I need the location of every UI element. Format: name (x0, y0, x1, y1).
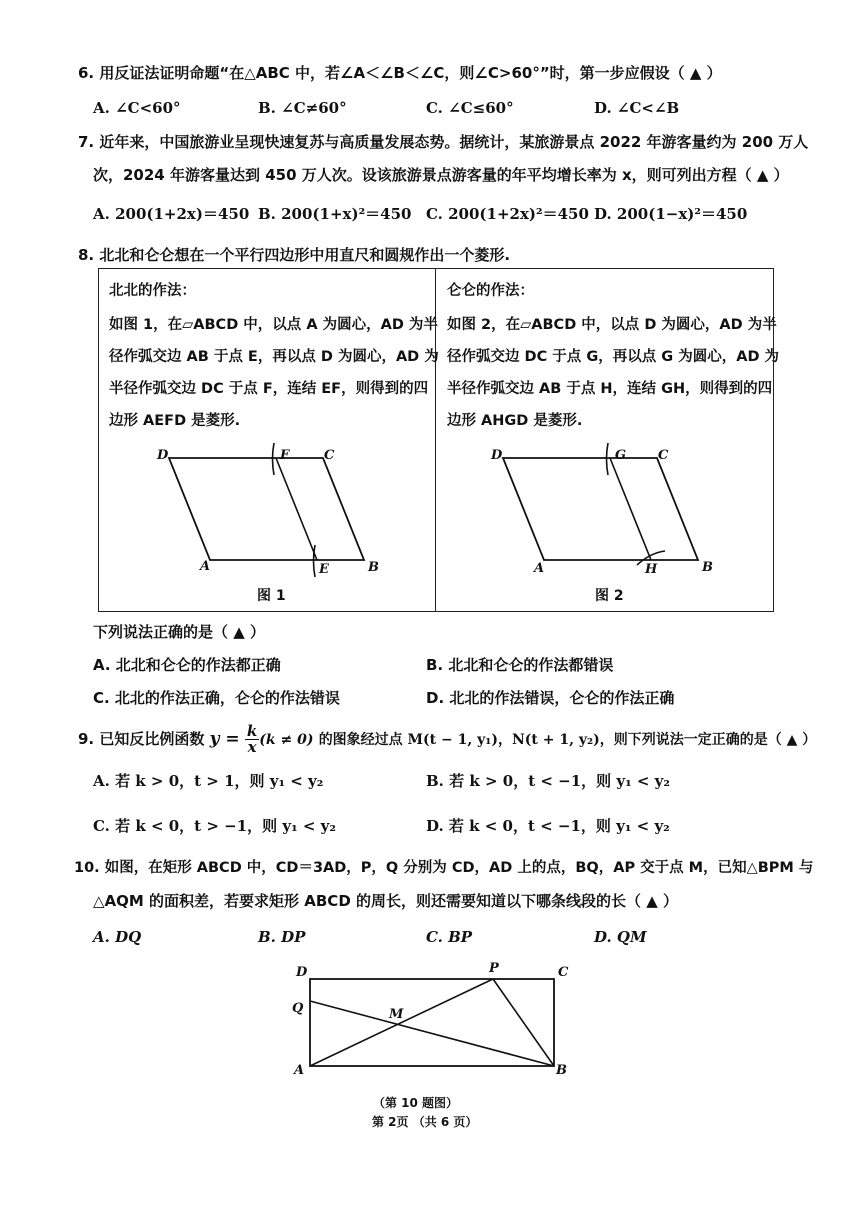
q8-option-c: C. 北北的作法正确，仑仑的作法错误 (93, 689, 340, 707)
q7-option-d: D. 200(1−x)²＝450 (594, 205, 748, 223)
q8-option-b: B. 北北和仑仑的作法都错误 (426, 656, 614, 674)
q8-left-line-4: 边形 AEFD 是菱形. (109, 413, 241, 429)
label-a-q10: A (294, 1063, 305, 1078)
q8-option-a: A. 北北和仑仑的作法都正确 (93, 656, 281, 674)
q8-left-line-2: 径作弧交边 AB 于点 E，再以点 D 为圆心，AD 为 (109, 349, 439, 365)
arc-mark-e (314, 545, 316, 577)
label-c-q10: C (558, 965, 569, 980)
label-h: H (645, 562, 658, 577)
q9-pre: 9. 已知反比例函数 (78, 730, 205, 748)
q8-right-line-2: 径作弧交边 DC 于点 G，再以点 G 为圆心，AD 为 (447, 349, 780, 365)
figure-1-caption: 图 1 (257, 588, 286, 604)
segment-ef (276, 458, 317, 560)
q7-option-b: B. 200(1+x)²＝450 (258, 205, 412, 223)
q8-prompt: 下列说法正确的是（ ▲ ） (93, 623, 265, 641)
q10-line-1: 10. 如图，在矩形 ABCD 中，CD＝3AD，P，Q 分别为 CD，AD 上的点，BQ，AP 交于点 M，已知△BPM 与 (74, 860, 814, 876)
q8-right-line-3: 半径作弧交边 AB 于点 H，连结 GH，则得到的四 (447, 381, 773, 397)
q10-option-a: A. DQ (93, 928, 142, 946)
label-m: M (389, 1007, 404, 1022)
label-f: F (280, 448, 290, 463)
figure-2-caption: 图 2 (595, 588, 624, 604)
label-b-2: B (702, 560, 713, 575)
q6-option-b: B. ∠C≠60° (258, 99, 347, 117)
q8-right-line-1: 如图 2，在▱ABCD 中，以点 D 为圆心，AD 为半 (447, 317, 777, 333)
q10-line-2: △AQM 的面积差，若要求矩形 ABCD 的周长，则还需要知道以下哪条线段的长（ ▲ ） (93, 892, 678, 910)
q8-construction-table (98, 268, 780, 612)
q6-option-c: C. ∠C≤60° (426, 99, 514, 117)
q9-y-eq: y = (209, 729, 240, 749)
q9-cond: (k ≠ 0) (259, 732, 314, 748)
q10-option-b: B. DP (258, 928, 306, 946)
figure-q10 (282, 958, 602, 1088)
label-a: A (200, 559, 211, 574)
label-b: B (368, 560, 379, 575)
q9-option-c: C. 若 k < 0，t > −1，则 y₁ < y₂ (93, 817, 336, 835)
page-footer: 第 2页 （共 6 页） (372, 1115, 478, 1129)
q9-post: 的图象经过点 M(t − 1, y₁)，N(t + 1, y₂)，则下列说法一定正确的是（ ▲ ） (318, 732, 817, 748)
label-d-2: D (491, 448, 503, 463)
q6-stem: 6. 用反证法证明命题“在△ABC 中，若∠A＜∠B＜∠C，则∠C>60°”时，第一步应假设（ ▲ ） (78, 64, 722, 82)
figure-2 (437, 437, 773, 587)
q9-fraction (245, 724, 259, 755)
q8-left-line-3: 半径作弧交边 DC 于点 F，连结 EF，则得到的四 (109, 381, 429, 397)
q7-line-1: 7. 近年来，中国旅游业呈现快速复苏与高质量发展态势。据统计，某旅游景点 2022 年游客量约为 200 万人 (78, 133, 809, 151)
q8-right-title: 仑仑的作法： (447, 283, 534, 299)
q7-line-2: 次，2024 年游客量达到 450 万人次。设该旅游景点游客量的年平均增长率为 x，则可列出方程（ ▲ ） (93, 166, 789, 184)
q10-figure-caption: （第 10 题图） (373, 1096, 459, 1110)
label-c: C (324, 448, 335, 463)
label-d-q10: D (296, 965, 308, 980)
segment-gh (610, 458, 651, 560)
figure-1 (99, 437, 435, 587)
segment-ap (310, 979, 493, 1066)
label-p: P (489, 961, 499, 976)
rectangle-abcd (310, 979, 554, 1066)
q8-left-title: 北北的作法： (109, 283, 196, 299)
q8-right-line-4: 边形 AHGD 是菱形. (447, 413, 583, 429)
q9-stem (78, 722, 816, 762)
q9-option-b: B. 若 k > 0，t < −1，则 y₁ < y₂ (426, 772, 670, 790)
q8-option-d: D. 北北的作法错误，仑仑的作法正确 (426, 689, 675, 707)
label-b-q10: B (556, 1063, 567, 1078)
q7-option-c: C. 200(1+2x)²＝450 (426, 205, 589, 223)
q8-right-cell (437, 269, 780, 611)
parallelogram-abcd (169, 458, 364, 560)
q7-option-a: A. 200(1+2x)＝450 (93, 205, 250, 223)
q9-frac-den: x (247, 738, 257, 756)
label-d: D (157, 448, 169, 463)
label-a-2: A (534, 561, 545, 576)
arc-mark-f (273, 443, 275, 475)
q9-frac-num: k (246, 722, 258, 740)
q8-left-cell (99, 269, 439, 611)
label-e: E (319, 562, 329, 577)
label-c-2: C (658, 448, 669, 463)
q6-option-a: A. ∠C<60° (93, 99, 181, 117)
q9-option-d: D. 若 k < 0，t < −1，则 y₁ < y₂ (426, 817, 670, 835)
label-q: Q (292, 1001, 304, 1016)
arc-mark-g (607, 443, 609, 475)
segment-bq (310, 1001, 554, 1066)
q8-left-line-1: 如图 1，在▱ABCD 中，以点 A 为圆心，AD 为半 (109, 317, 438, 333)
q10-option-d: D. QM (594, 928, 647, 946)
label-g: G (615, 448, 627, 463)
parallelogram-abcd-2 (503, 458, 698, 560)
q6-option-d: D. ∠C<∠B (594, 99, 680, 117)
q8-stem: 8. 北北和仑仑想在一个平行四边形中用直尺和圆规作出一个菱形. (78, 246, 511, 264)
q10-option-c: C. BP (426, 928, 473, 946)
q9-option-a: A. 若 k > 0，t > 1，则 y₁ < y₂ (93, 772, 324, 790)
